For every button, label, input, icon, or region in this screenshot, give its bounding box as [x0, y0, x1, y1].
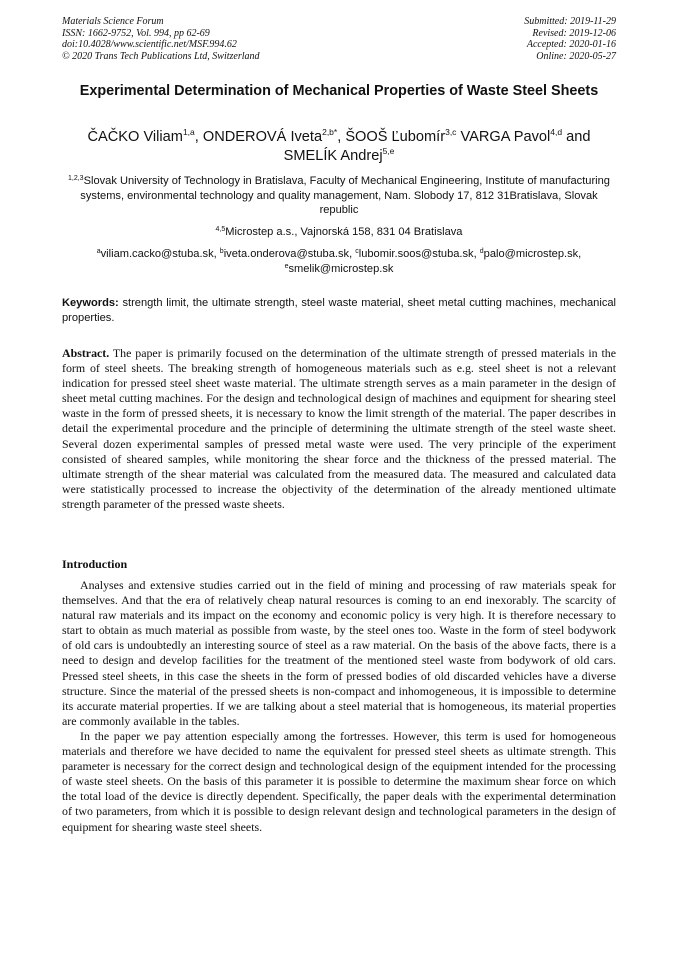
author-sup: 5,e: [382, 146, 395, 156]
email-item: [355, 248, 480, 260]
introduction-body: [62, 578, 616, 835]
author-sup: 3,c: [445, 127, 457, 137]
email-sup: a: [96, 248, 101, 255]
publication-dates: [524, 16, 616, 62]
email-link[interactable]: lubomir.soos@stuba.sk: [358, 248, 474, 260]
email-sup: c: [355, 248, 359, 255]
email-link[interactable]: viliam.cacko@stuba.sk: [100, 248, 214, 260]
author-sup: 2,b*: [322, 127, 338, 137]
issn: ISSN: 1662-9752, Vol. 994, pp 62-69: [62, 27, 210, 39]
abstract: [62, 346, 616, 512]
affiliation-sup: 1,2,3: [68, 175, 84, 182]
keywords-text: strength limit, the ultimate strength, steel waste material, sheet metal cutting machines, mechanical properties.: [62, 297, 616, 324]
email-item: [480, 248, 582, 260]
author-sup: 4,d: [550, 127, 563, 137]
section-heading: Introduction: [62, 557, 128, 571]
author: [461, 129, 591, 145]
doi[interactable]: doi:10.4028/www.scientific.net/MSF.994.62: [62, 39, 237, 50]
affiliation-text: Microstep a.s., Vajnorská 158, 831 04 Bratislava: [225, 226, 463, 238]
affiliation: [62, 225, 616, 240]
paragraph: In the paper we pay attention especially among the fortresses. However, this term is used for homogeneous materials and therefore we have decided to name the equivalent for pressed steel sheets as ultimate strength. This parameter is necessary for the correct design and technological design of the equipment intended for the processing of waste steel sheets. On the basis of this parameter it is possible to determine the maximum shear force on which the total load of the device is directly dependent. Specifically, the paper deals with the experimental determination of two parameters, from which it is possible to design relevant design and technological parameters in the design of equipment for shearing waste steel sheets.: [62, 728, 616, 834]
email-item: [285, 263, 394, 275]
email-sup: b: [219, 248, 224, 255]
email-sup: e: [284, 262, 289, 270]
email-link[interactable]: smelik@microstep.sk: [288, 262, 394, 275]
journal-info: [62, 16, 260, 62]
email-link[interactable]: iveta.onderova@stuba.sk: [223, 248, 350, 260]
email-item: [97, 248, 220, 260]
email-separator: ,: [473, 248, 480, 260]
email-link[interactable]: palo@microstep.sk: [483, 248, 579, 260]
author-separator: ,: [337, 129, 346, 145]
author-separator: ,: [194, 129, 203, 145]
email-separator: ,: [213, 248, 220, 260]
author-name: VARGA Pavol: [460, 129, 551, 145]
paper-title: Experimental Determination of Mechanical Properties of Waste Steel Sheets: [79, 83, 599, 99]
email-item: [220, 248, 355, 260]
email-separator: ,: [349, 248, 356, 260]
author: [284, 148, 395, 164]
keywords: [62, 296, 616, 326]
author: [88, 129, 203, 145]
online-date: Online: 2020-05-27: [536, 50, 616, 62]
abstract-label: Abstract.: [62, 346, 110, 360]
author-name: ONDEROVÁ Iveta: [202, 129, 323, 145]
author-separator: and: [562, 129, 591, 145]
affiliation: [62, 174, 616, 218]
copyright: © 2020 Trans Tech Publications Ltd, Switzerland: [62, 50, 260, 62]
author: [345, 129, 460, 145]
abstract-text: The paper is primarily focused on the determination of the ultimate strength of pressed materials in the form of steel sheets. The breaking strength of homogeneous materials such as e.g. steel sheet is not a relevant indication for pressed steel sheet waste material. The ultimate strength serves as a main parameter in the design of sheet metal cutting machines. For the design and technological design of machines and equipment for shearing steel waste in the form of pressed sheets, it is necessary to know the limit strength of the material. The paper describes in detail the experimental procedure and the principle of determining the ultimate strength of the steel waste sheet. Several dozen experimental samples of pressed metal waste were used. The very principle of the experiment consisted of sheared samples, while monitoring the shear force and the thickness of the pressed material. The ultimate strength of the shear material was calculated from the measured data. The measured and calculated data were statistically processed to increase the objectivity of the determination of the already mentioned ultimate strength parameter of the pressed waste sheets.: [62, 346, 616, 511]
accepted-date: Accepted: 2020-01-16: [526, 39, 616, 50]
author-name: ČAČKO Viliam: [87, 129, 183, 145]
author-sup: 1,a: [182, 127, 195, 137]
author-list: [62, 128, 616, 166]
revised-date: Revised: 2019-12-06: [532, 27, 616, 39]
journal-name: Materials Science Forum: [62, 16, 164, 27]
email-list: [62, 247, 616, 276]
submitted-date: Submitted: 2019-11-29: [524, 16, 616, 27]
email-sup: d: [479, 248, 484, 255]
keywords-label: Keywords:: [62, 297, 119, 309]
author-name: SMELÍK Andrej: [283, 148, 383, 164]
author-name: ŠOOŠ Ľubomír: [345, 129, 446, 145]
paragraph: Analyses and extensive studies carried out in the field of mining and processing of raw materials speak for themselves. And that the era of relatively cheap natural resources is coming to an end inexorably. The scarcity of natural raw materials and its impact on the economy and economic policy is very high. It is therefore necessary to start to obtain as much material as possible from waste, by the steel ones too. Waste in the form of steel bodywork of old cars is undoubtedly an interesting source of steel as a raw material. On the basis of the above facts, there is a need to design and develop facilities for the treatment of the mentioned steel waste from bodywork of old cars. Pressed steel sheets, in this case the sheets in the form of pressed bodies of old discarded vehicles have a diverse structure. Since the material of the pressed sheets is non-compact and inhomogeneous, it is impossible to determine its accurate material properties. If we are talking about a steel material that is homogeneous, its material properties are commonly available in the tables.: [62, 578, 616, 728]
affiliation-text: Slovak University of Technology in Bratislava, Faculty of Mechanical Engineering, Institute of manufacturing systems, environmental technology and quality management, Nam. Slobody 17, 812 31Bratislava, Slovak republic: [80, 175, 610, 217]
email-separator: ,: [578, 248, 582, 260]
author: [203, 129, 345, 145]
affiliation-sup: 4,5: [215, 226, 226, 233]
